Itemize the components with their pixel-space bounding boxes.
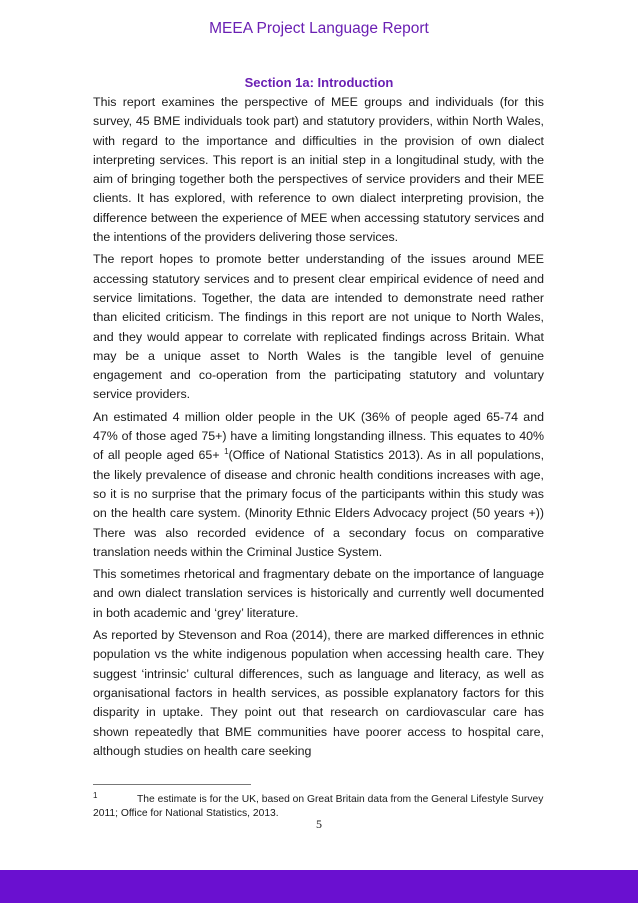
footnote: 1 The estimate is for the UK, based on Great Britain data from the General Lifestyle Survey 2011; Office for National Statistics, 2013. <box>93 790 544 819</box>
body-text <box>93 93 544 764</box>
paragraph: The report hopes to promote better understanding of the issues around MEE accessing statutory services and to present clear empirical evidence of need and service limitations. Together, the data are intended to demonstrate need rather than elicited criticism. The findings in this report are not unique to North Wales, and they would appear to correlate with replicated findings across Britain. What may be a unique asset to North Wales is the tangible level of genuine engagement and co-operation from the participating statutory and voluntary service providers. <box>93 252 544 402</box>
paragraph-text: (Office of National Statistics 2013). As in all populations, the likely prevalence of disease and chronic health conditions increases with age, so it is no surprise that the primary focus of the participants within this study was on the health care system. (Minority Ethnic Elders Advocacy project (50 years +)) There was also recorded evidence of a secondary focus on comparative translation needs within the Criminal Justice System. <box>93 448 545 559</box>
footer-bar <box>0 870 638 903</box>
footnote-reference[interactable]: 1 <box>224 447 229 457</box>
paragraph <box>93 408 544 562</box>
paragraph: As reported by Stevenson and Roa (2014), there are marked differences in ethnic population vs the white indigenous population when accessing health care. They suggest ‘intrinsic’ cultural differences, such as language and literacy, as well as organisational factors in health services, as possible explanatory factors for this disparity in uptake. They point out that research on cardiovascular care has shown repeatedly that BME communities have poorer access to hospital care, although studies on health care seeking <box>93 628 544 758</box>
paragraph: This report examines the perspective of MEE groups and individuals (for this survey, 45 BME individuals took part) and statutory providers, within North Wales, with regard to the importance and difficulties in the provision of own dialect interpreting services. This report is an initial step in a longitudinal study, with the aim of bringing together both the perspectives of service providers and their MEE clients. It has explored, with reference to own dialect interpreting provision, the difference between the experience of MEE when accessing statutory services and the intentions of the providers delivering those services. <box>93 95 544 245</box>
paragraph-text: An estimated 4 million older people in the UK (36% of people aged 65-74 and 47% of those aged 75+) have a limiting longstanding illness. This equates to 40% of all people aged 65+ <box>93 409 544 463</box>
paragraph: This sometimes rhetorical and fragmentary debate on the importance of language and own dialect translation services is historically and currently well documented in both academic and ‘grey’ literature. <box>93 567 544 620</box>
page-header-title: MEEA Project Language Report <box>209 20 429 37</box>
section-title: Section 1a: Introduction <box>244 75 394 90</box>
page-number: 5 <box>316 817 322 831</box>
footnote-divider <box>93 784 251 785</box>
footnote-text: The estimate is for the UK, based on Great Britain data from the General Lifestyle Survey 2011; Office for National Statistics, 2013. <box>93 794 544 819</box>
